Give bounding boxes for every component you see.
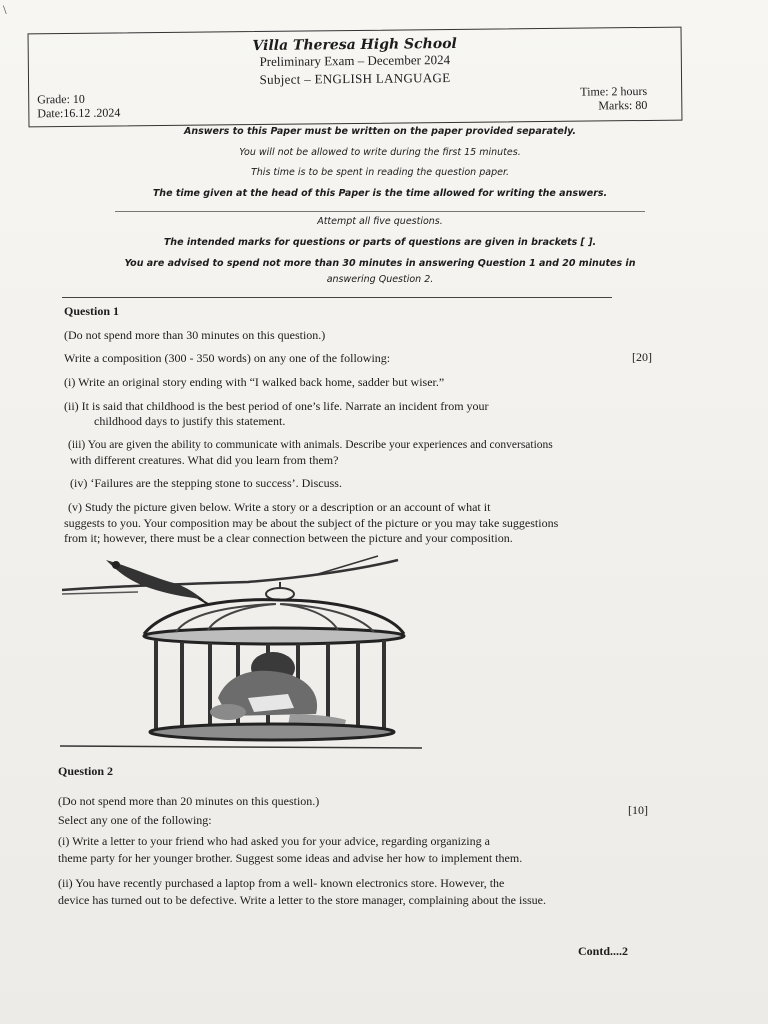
exam-date: Date:16.12 .2024 xyxy=(37,105,121,121)
question-1-option-4: (iv) ‘Failures are the stepping stone to success’. Discuss. xyxy=(70,476,342,490)
total-marks: Marks: 80 xyxy=(598,97,648,113)
exam-time: Time: 2 hours xyxy=(580,83,648,99)
question-1-task: Write a composition (300 - 350 words) on any one of the following: xyxy=(64,351,391,365)
question-1-heading: Question 1 xyxy=(64,304,120,318)
grade: Grade: 10 xyxy=(37,91,85,107)
question-1-option-2-cont: childhood days to justify this statement. xyxy=(94,414,286,428)
question-2-marks: [10] xyxy=(628,803,648,817)
question-2-option-1-cont: theme party for her younger brother. Suggest some ideas and advise her how to implement them. xyxy=(58,851,523,865)
question-1-marks: [20] xyxy=(632,350,652,364)
school-name: Villa Theresa High School xyxy=(252,35,457,55)
question-1-option-2: (ii) It is said that childhood is the best period of one’s life. Narrate an incident from your xyxy=(64,399,489,413)
continued-note: Contd....2 xyxy=(578,944,629,958)
divider xyxy=(62,297,612,298)
question-1-option-3: (iii) You are given the ability to communicate with animals. Describe your experiences and conversations xyxy=(68,439,553,451)
question-2-option-1: (i) Write a letter to your friend who had asked you for your advice, regarding organizing a xyxy=(58,834,490,848)
corner-mark: \ xyxy=(3,2,7,17)
question-2-option-2: (ii) You have recently purchased a laptop from a well- known electronics store. However, the xyxy=(58,876,505,890)
question-1-option-5: (v) Study the picture given below. Write a story or a description or an account of what it xyxy=(68,500,491,514)
divider xyxy=(115,211,645,212)
instruction-1: Answers to this Paper must be written on the paper provided separately. xyxy=(183,126,577,137)
instruction-6: The intended marks for questions or parts of questions are given in brackets [ ]. xyxy=(163,237,597,248)
question-2-task: Select any one of the following: xyxy=(58,813,212,827)
question-2-heading: Question 2 xyxy=(58,764,114,778)
question-1-note: (Do not spend more than 30 minutes on this question.) xyxy=(64,328,326,342)
bird-cage-picture xyxy=(58,548,428,756)
exam-title: Preliminary Exam – December 2024 xyxy=(259,52,451,69)
instruction-5: Attempt all five questions. xyxy=(317,216,443,227)
instruction-7: You are advised to spend not more than 30 minutes in answering Question 1 and 20 minutes in xyxy=(124,258,636,269)
question-2-note: (Do not spend more than 20 minutes on this question.) xyxy=(58,794,320,808)
question-1-option-5-cont-2: from it; however, there must be a clear connection between the picture and your composition. xyxy=(64,531,513,545)
subject: Subject – ENGLISH LANGUAGE xyxy=(259,70,451,87)
instruction-4: The time given at the head of this Paper is the time allowed for writing the answers. xyxy=(152,188,608,199)
question-1-option-3-cont: with different creatures. What did you learn from them? xyxy=(70,453,339,467)
instruction-3: This time is to be spent in reading the question paper. xyxy=(250,167,509,178)
question-2-option-2-cont: device has turned out to be defective. Write a letter to the store manager, complaining about the issue. xyxy=(58,893,546,907)
instruction-2: You will not be allowed to write during the first 15 minutes. xyxy=(239,147,521,158)
header-box xyxy=(28,27,683,128)
question-1-option-5-cont: suggests to you. Your composition may be about the subject of the picture or you may take suggestions xyxy=(64,516,559,530)
question-1-option-1: (i) Write an original story ending with “I walked back home, sadder but wiser.” xyxy=(64,375,445,389)
instruction-7-cont: answering Question 2. xyxy=(326,274,434,285)
